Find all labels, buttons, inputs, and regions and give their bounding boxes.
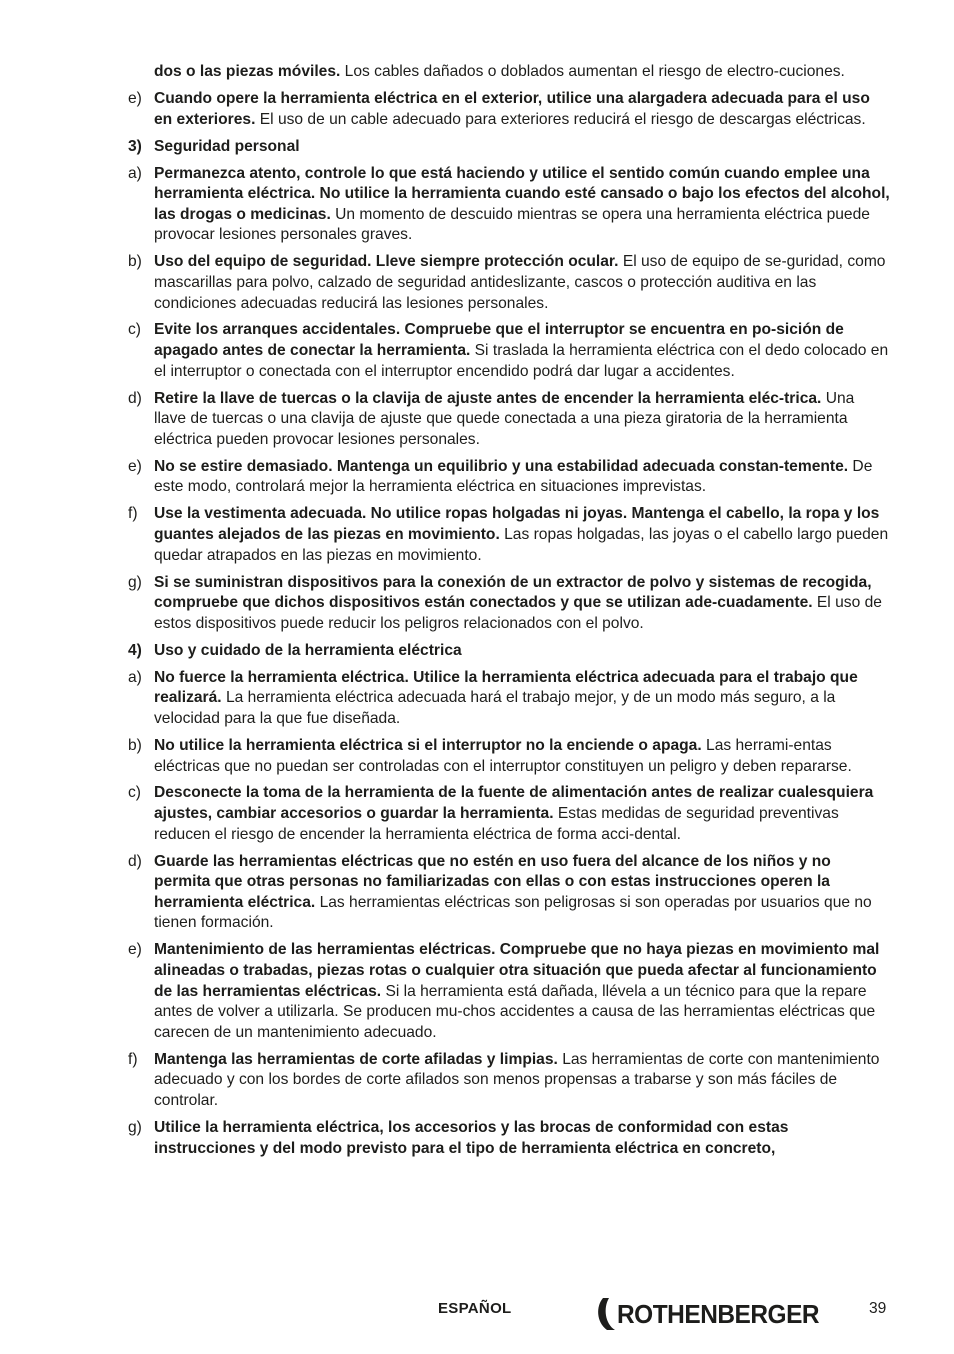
continuation-paragraph <box>128 62 890 83</box>
item-bold: No se estire demasiado. Mantenga un equilibrio y una estabilidad adecuada constan-temente. <box>154 457 849 475</box>
list-item <box>128 940 890 1043</box>
item-label: e) <box>128 457 142 475</box>
item-bold: Desconecte la toma de la herramienta de la fuente de alimentación antes de realizar cualesquiera ajustes, cambiar accesorios o guardar la herramienta. <box>154 784 874 823</box>
section-number: 3) <box>128 137 142 155</box>
page-number: 39 <box>869 1300 887 1317</box>
item-label: c) <box>128 321 141 339</box>
item-text: Las herrami-entas eléctricas que no puedan ser controladas con el interruptor constituyen un peligro y deben repararse. <box>154 736 852 775</box>
item-bold: No utilice la herramienta eléctrica si el interruptor no la enciende o apaga. <box>154 736 702 754</box>
item-bold: Guarde las herramientas eléctricas que no estén en uso fuera del alcance de los niños y no permita que otras personas no familiarizadas con ellas o con estas instrucciones operen la herramienta eléctrica. <box>154 852 831 911</box>
list-item <box>128 736 890 777</box>
item-label: a) <box>128 164 142 182</box>
item-label: e) <box>128 89 142 107</box>
list-item <box>128 164 890 246</box>
brand-name: ROTHENBERGER <box>617 1298 820 1329</box>
item-text: Un momento de descuido mientras se opera una herramienta eléctrica puede provocar lesiones personales graves. <box>154 205 870 244</box>
item-text: Estas medidas de seguridad preventivas reducen el riesgo de encender la herramienta eléctrica de forma acci-dental. <box>154 805 839 843</box>
item-bold: Use la vestimenta adecuada. No utilice ropas holgadas ni joyas. Mantenga el cabello, la ropa y los guantes alejados de las piezas en movimiento. <box>154 505 880 543</box>
item-bold: Si se suministran dispositivos para la conexión de un extractor de polvo y sistemas de recogida, compruebe que dichos dispositivos están conectados y que se utilizan ade-cuadamente. <box>154 573 872 612</box>
list-item <box>128 668 890 730</box>
item-text: El uso de equipo de se-guridad, como mascarillas para polvo, calzado de seguridad antideslizante, cascos o protección auditiva en las condiciones adecuadas reducirá las lesiones personales. <box>154 253 886 312</box>
item-label: b) <box>128 253 142 271</box>
item-label: g) <box>128 573 142 591</box>
item-text: De este modo, controlará mejor la herramienta eléctrica en situaciones imprevistas. <box>154 457 873 496</box>
section-title: Seguridad personal <box>154 137 300 155</box>
item-label: a) <box>128 668 142 686</box>
item-bold: Retire la llave de tuercas o la clavija de ajuste antes de encender la herramienta eléc-trica. <box>154 389 822 407</box>
list-item <box>128 1118 890 1159</box>
section-heading-3 <box>128 137 890 158</box>
item-text: Si la herramienta está dañada, llévela a un técnico para que la repare antes de volver a utilizarla. Se producen mu-chos accidentes a causa de las herramientas eléctricas que carecen de un mantenimiento adecuado. <box>154 982 876 1041</box>
list-item <box>128 89 890 130</box>
brand-logo <box>593 1294 832 1334</box>
list-item <box>128 389 890 451</box>
item-bold: Permanezca atento, controle lo que está haciendo y utilice el sentido común cuando emplee una herramienta eléctrica. No utilice la herramienta cuando esté cansado o bajo los efectos del alcohol, las drogas o medicinas. <box>154 164 890 223</box>
item-text: Las herramientas de corte con mantenimiento adecuado y con los bordes de corte afilados son menos propensas a trabarse y son más fáciles de controlar. <box>154 1050 880 1109</box>
document-body <box>128 62 890 1166</box>
item-label: g) <box>128 1118 142 1136</box>
list-item <box>128 320 890 382</box>
section-title: Uso y cuidado de la herramienta eléctrica <box>154 641 462 659</box>
item-bold: Cuando opere la herramienta eléctrica en el exterior, utilice una alargadera adecuada para el uso en exteriores. <box>154 89 870 128</box>
item-bold: Uso del equipo de seguridad. Lleve siempre protección ocular. <box>154 253 619 271</box>
item-label: e) <box>128 941 142 959</box>
item-text: El uso de un cable adecuado para exteriores reducirá el riesgo de descargas eléctricas. <box>255 110 866 128</box>
list-item <box>128 252 890 314</box>
item-label: f) <box>128 505 138 523</box>
item-label: d) <box>128 852 142 870</box>
item-bold: No fuerce la herramienta eléctrica. Utilice la herramienta eléctrica adecuada para el trabajo que realizará. <box>154 668 858 707</box>
item-bold: Utilice la herramienta eléctrica, los accesorios y las brocas de conformidad con estas instrucciones y del modo previsto para el tipo de herramienta eléctrica en concreto, <box>154 1118 789 1157</box>
list-item <box>128 457 890 498</box>
item-text: Las herramientas eléctricas son peligrosas si son operadas por usuarios que no tienen formación. <box>154 893 872 932</box>
item-label: c) <box>128 784 141 802</box>
list-item <box>128 1050 890 1112</box>
item-text: Las ropas holgadas, las joyas o el cabello largo pueden quedar atrapados en las piezas en movimiento. <box>154 526 889 564</box>
item-text: El uso de estos dispositivos puede reducir los peligros relacionados con el polvo. <box>154 594 882 632</box>
footer-language: ESPAÑOL <box>438 1300 512 1317</box>
item-text: Una llave de tuercas o una clavija de ajuste que quede conectada a una pieza giratoria de la herramienta eléctrica pueden provocar lesiones personales. <box>154 389 855 448</box>
item-text: La herramienta eléctrica adecuada hará el trabajo mejor, y de un modo más seguro, a la velocidad para la que fue diseñada. <box>154 689 836 727</box>
item-label: d) <box>128 389 142 407</box>
item-label: b) <box>128 736 142 754</box>
list-item <box>128 852 890 934</box>
list-item <box>128 783 890 845</box>
section-heading-4 <box>128 641 890 662</box>
paragraph-bold: dos o las piezas móviles. <box>154 63 341 80</box>
item-bold: Mantenimiento de las herramientas eléctricas. Compruebe que no haya piezas en movimiento mal alineadas o trabadas, piezas rotas o cualquier otra situación que pueda afectar al funcionamiento de las herramientas eléctricas. <box>154 941 880 1000</box>
item-text: Si traslada la herramienta eléctrica con el dedo colocado en el interruptor o conectada con el interruptor encendido podrá dar lugar a accidentes. <box>154 342 889 380</box>
item-bold: Evite los arranques accidentales. Compruebe que el interruptor se encuentra en po-sición de apagado antes de conectar la herramienta. <box>154 321 844 360</box>
section-number: 4) <box>128 641 142 659</box>
paragraph-text: Los cables dañados o doblados aumentan el riesgo de electro-cuciones. <box>340 63 845 80</box>
list-item <box>128 573 890 635</box>
item-label: f) <box>128 1050 138 1068</box>
item-bold: Mantenga las herramientas de corte afiladas y limpias. <box>154 1050 558 1068</box>
list-item <box>128 504 890 566</box>
